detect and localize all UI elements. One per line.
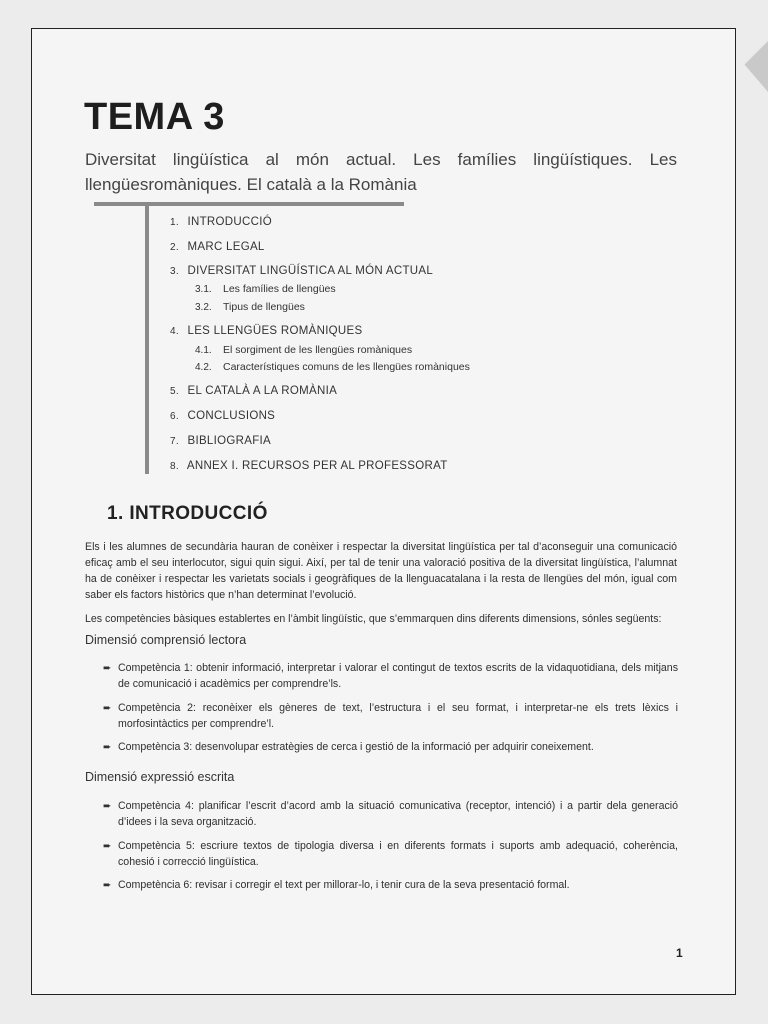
competences-paragraph: Les competències bàsiques establertes en l’àmbit lingüístic, que s’emmarquen dins diferents dimensions, sónles següents:: [85, 613, 662, 625]
section-heading: 1. INTRODUCCIÓ: [107, 503, 268, 524]
arrow-bullet-icon: ➨: [103, 841, 112, 852]
toc-subitem[interactable]: 4.2. Característiques comuns de les llengües romàniques: [195, 361, 470, 373]
toc-subitem[interactable]: 4.1. El sorgiment de les llengües romàniques: [195, 344, 413, 356]
toc-side-rule: [145, 206, 149, 474]
page-title: TEMA 3: [84, 96, 225, 138]
arrow-bullet-icon: ➨: [103, 801, 112, 812]
arrow-bullet-icon: ➨: [103, 742, 112, 753]
toc-item[interactable]: 2. MARC LEGAL: [170, 241, 265, 253]
toc-subitem[interactable]: 3.1. Les famílies de llengües: [195, 283, 336, 295]
toc-item[interactable]: 6. CONCLUSIONS: [170, 410, 276, 422]
arrow-bullet-icon: ➨: [103, 880, 112, 891]
page-corner-fold: [738, 22, 768, 92]
toc-top-rule: [94, 202, 404, 206]
toc-item[interactable]: 5. EL CATALÀ A LA ROMÀNIA: [170, 385, 338, 397]
arrow-bullet-icon: ➨: [103, 663, 112, 674]
toc-item[interactable]: 1. INTRODUCCIÓ: [170, 216, 272, 228]
dimension-heading-writing: Dimensió expressió escrita: [85, 770, 235, 784]
toc-subitem[interactable]: 3.2. Tipus de llengües: [195, 301, 305, 313]
toc-item[interactable]: 4. LES LLENGÜES ROMÀNIQUES: [170, 325, 363, 337]
dimension-heading-reading: Dimensió comprensió lectora: [85, 633, 247, 647]
toc-item[interactable]: 7. BIBLIOGRAFIA: [170, 435, 271, 447]
arrow-bullet-icon: ➨: [103, 703, 112, 714]
page-subtitle: Diversitat lingüística al món actual. Les famílies lingüístiques. Les llengüesromàniques. El català a la Romània: [85, 150, 677, 194]
intro-paragraph: Els i les alumnes de secundària hauran de conèixer i respectar la diversitat lingüística per tal d’aconseguir una comunicació eficaç amb el seu interlocutor, sigui quin sigui. Així, per tal de tenir una valoració positiva de la diversitat lingüística, l’alumnat ha de conèixer i respectar les varietats socials i geogràfiques de la llenguacatalana i la resta de llengües del món, igual com saber els factors històrics que n’han determinat l’evolució.: [85, 541, 677, 601]
toc-item[interactable]: 3. DIVERSITAT LINGÜÍSTICA AL MÓN ACTUAL: [170, 265, 434, 277]
page-number: 1: [676, 946, 683, 960]
toc-item[interactable]: 8. ANNEX I. RECURSOS PER AL PROFESSORAT: [170, 460, 448, 472]
